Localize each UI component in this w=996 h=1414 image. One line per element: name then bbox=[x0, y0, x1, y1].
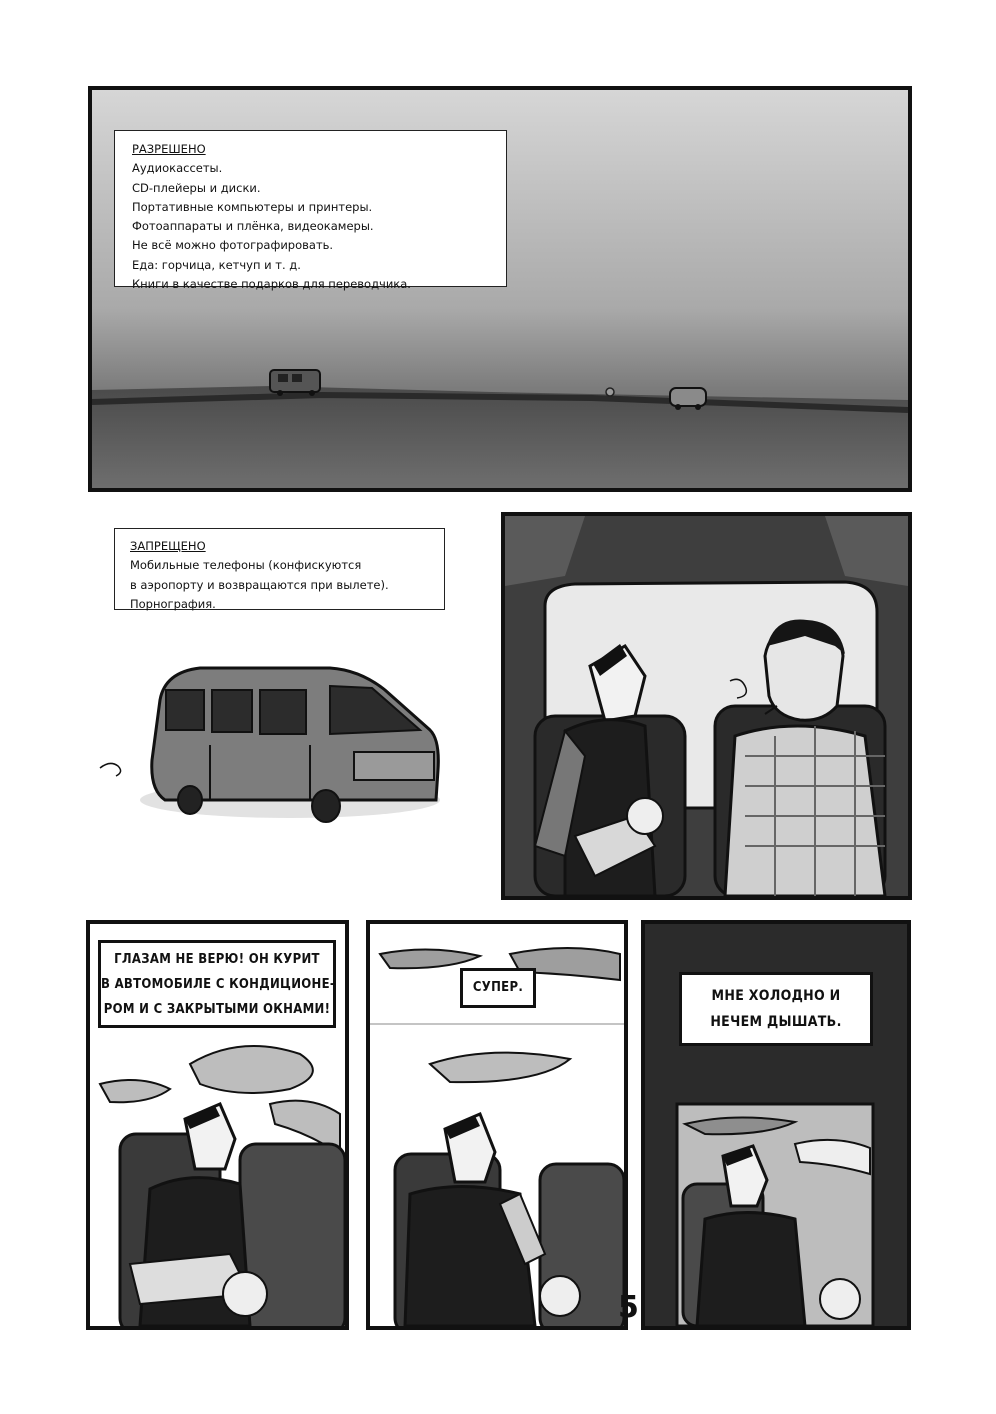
allowed-caption-box bbox=[114, 130, 507, 292]
panel-smoker-complaint bbox=[86, 920, 349, 1330]
speech-bubble bbox=[679, 972, 873, 1046]
van-left bbox=[270, 370, 320, 396]
speech-line: ГЛАЗАМ НЕ ВЕРЮ! ОН КУРИТ bbox=[114, 951, 320, 967]
van-right bbox=[670, 388, 706, 410]
page-number: 5 bbox=[618, 1290, 639, 1325]
panel-super bbox=[366, 920, 628, 1330]
forbidden-line: Мобильные телефоны (конфискуются bbox=[130, 558, 362, 573]
panel-landscape bbox=[88, 86, 912, 492]
forbidden-heading: ЗАПРЕЩЕНО bbox=[130, 539, 206, 553]
allowed-line: Не всё можно фотографировать. bbox=[132, 238, 334, 253]
panel-car-interior bbox=[501, 512, 912, 900]
allowed-line: Портативные компьютеры и принтеры. bbox=[132, 199, 373, 214]
allowed-line: Книги в качестве подарков для переводчика. bbox=[132, 277, 411, 292]
speech-bubble bbox=[460, 968, 536, 1008]
speech-line: РОМ И С ЗАКРЫТЫМИ ОКНАМИ! bbox=[103, 1001, 331, 1017]
forbidden-line: в аэропорту и возвращаются при вылете). bbox=[130, 577, 389, 592]
car-interior-art bbox=[505, 516, 908, 896]
allowed-line: Еда: горчица, кетчуп и т. д. bbox=[132, 257, 301, 272]
speech-bubble bbox=[98, 940, 336, 1028]
allowed-line: CD-плейеры и диски. bbox=[132, 180, 261, 195]
speech-line: СУПЕР. bbox=[472, 980, 524, 995]
allowed-line: Аудиокассеты. bbox=[132, 161, 223, 176]
allowed-line: Фотоаппараты и плёнка, видеокамеры. bbox=[132, 219, 374, 234]
speech-line: МНЕ ХОЛОДНО И bbox=[711, 988, 841, 1004]
speech-line: НЕЧЕМ ДЫШАТЬ. bbox=[710, 1014, 842, 1030]
forbidden-caption-box bbox=[114, 528, 445, 610]
speech-line: В АВТОМОБИЛЕ С КОНДИЦИОНЕ- bbox=[101, 976, 336, 992]
allowed-heading: РАЗРЕШЕНО bbox=[132, 142, 206, 156]
forbidden-line: Порнография. bbox=[130, 596, 216, 611]
panel-cold bbox=[641, 920, 911, 1330]
